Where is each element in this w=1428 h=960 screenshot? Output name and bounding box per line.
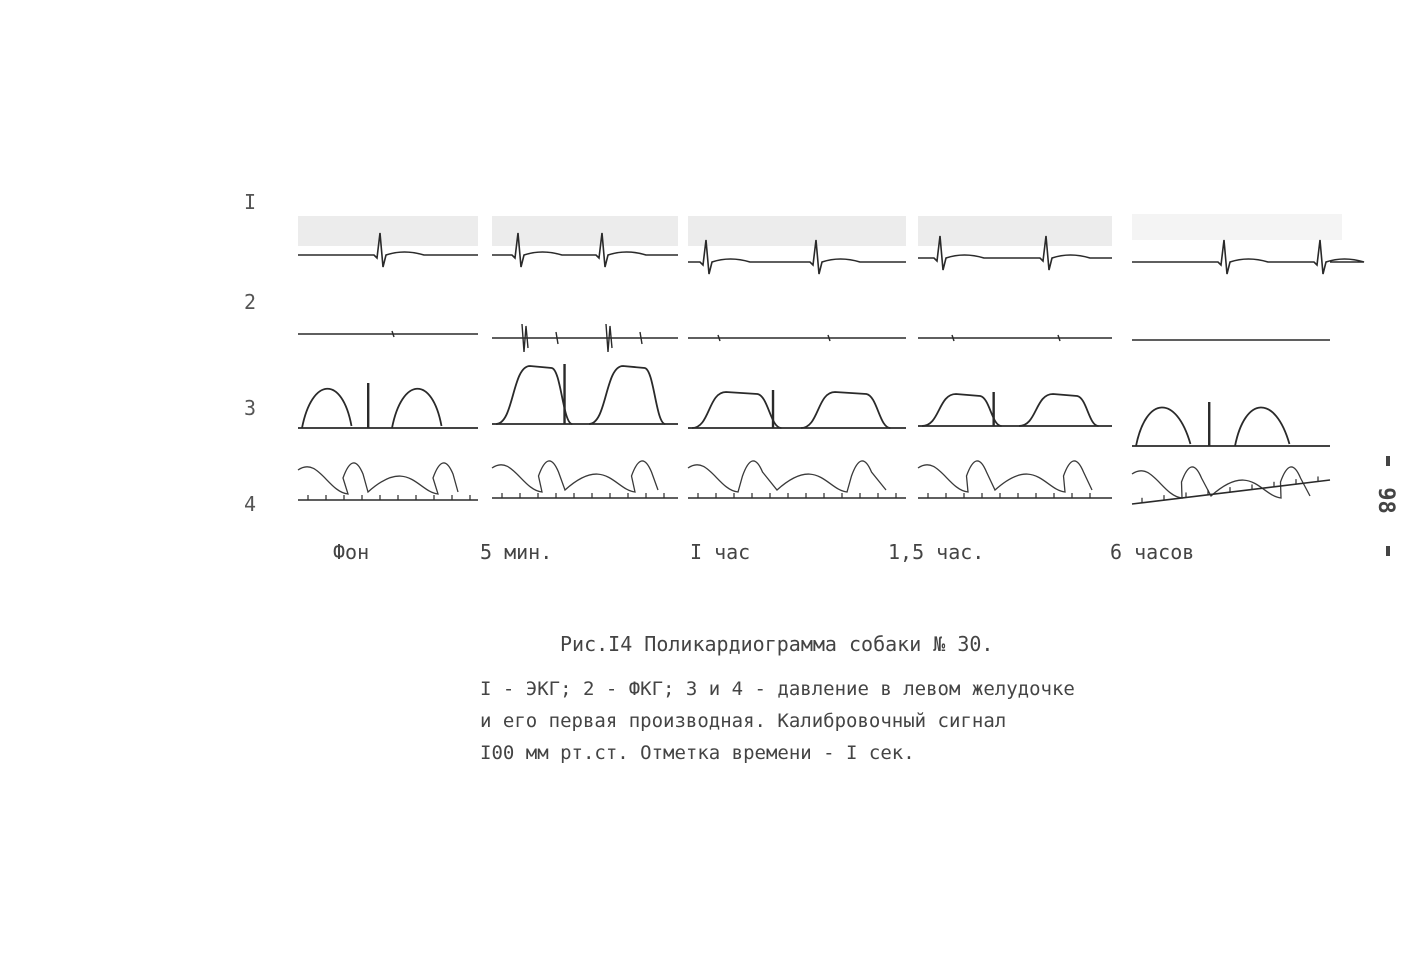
pressure-wave-3	[922, 394, 1099, 426]
derivative-wave-1	[492, 461, 658, 492]
row-label-ecg: I	[244, 190, 257, 214]
grid-patch-4	[1132, 214, 1342, 240]
grid-patch-2	[688, 216, 906, 246]
caption-line-2: и его первая производная. Калибровочный сигнал	[480, 710, 1007, 732]
margin-mark-bottom	[1386, 546, 1390, 556]
pcg-burst-0	[522, 324, 528, 352]
pcg-mark-3-0	[952, 335, 954, 341]
pcg-mark-2-0	[718, 335, 720, 341]
segment-label-baseline: Фон	[333, 540, 370, 564]
pcg-burst-1	[606, 324, 612, 352]
pcg-second-sound-0	[556, 332, 558, 344]
segment-label-5min: 5 мин.	[480, 540, 553, 564]
derivative-traces	[298, 461, 1310, 498]
pcg-mark-0-0	[392, 331, 394, 337]
page-number: 98	[1372, 487, 1398, 514]
derivative-wave-3	[918, 461, 1092, 492]
time-marks	[298, 476, 1330, 504]
grid-patch-3	[918, 216, 1112, 246]
row-label-pressure: 3	[244, 396, 257, 420]
derivative-wave-2	[688, 461, 886, 492]
segment-label-1h: I час	[690, 540, 751, 564]
pressure-wave-2	[692, 392, 890, 428]
row-label-derivative: 4	[244, 492, 257, 516]
time-axis-4	[1132, 480, 1330, 504]
segment-label-6h: 6 часов	[1110, 540, 1195, 564]
pcg-mark-2-1	[828, 335, 830, 341]
margin-mark-top	[1386, 456, 1390, 466]
derivative-wave-0	[298, 463, 458, 494]
grid-patch-0	[298, 216, 478, 246]
grid-patch-1	[492, 216, 678, 246]
pcg-second-sound-1	[640, 332, 642, 344]
pcg-mark-3-1	[1058, 335, 1060, 341]
ecg-trace-4	[1132, 240, 1364, 274]
pressure-wave-0	[302, 389, 442, 428]
caption-line-1: I - ЭКГ; 2 - ФКГ; 3 и 4 - давление в левом желудочке	[480, 678, 1075, 700]
caption-line-3: I00 мм рт.ст. Отметка времени - I сек.	[480, 742, 915, 764]
pressure-traces	[298, 364, 1330, 446]
pressure-wave-4	[1136, 407, 1289, 446]
segment-label-1-5h: 1,5 час.	[888, 540, 985, 564]
figure-title: Рис.I4 Поликардиограмма собаки № 30.	[560, 632, 994, 656]
pressure-wave-1	[496, 366, 665, 424]
pcg-traces	[298, 324, 1330, 352]
ecg-grid-background	[298, 214, 1342, 246]
row-label-pcg: 2	[244, 290, 257, 314]
